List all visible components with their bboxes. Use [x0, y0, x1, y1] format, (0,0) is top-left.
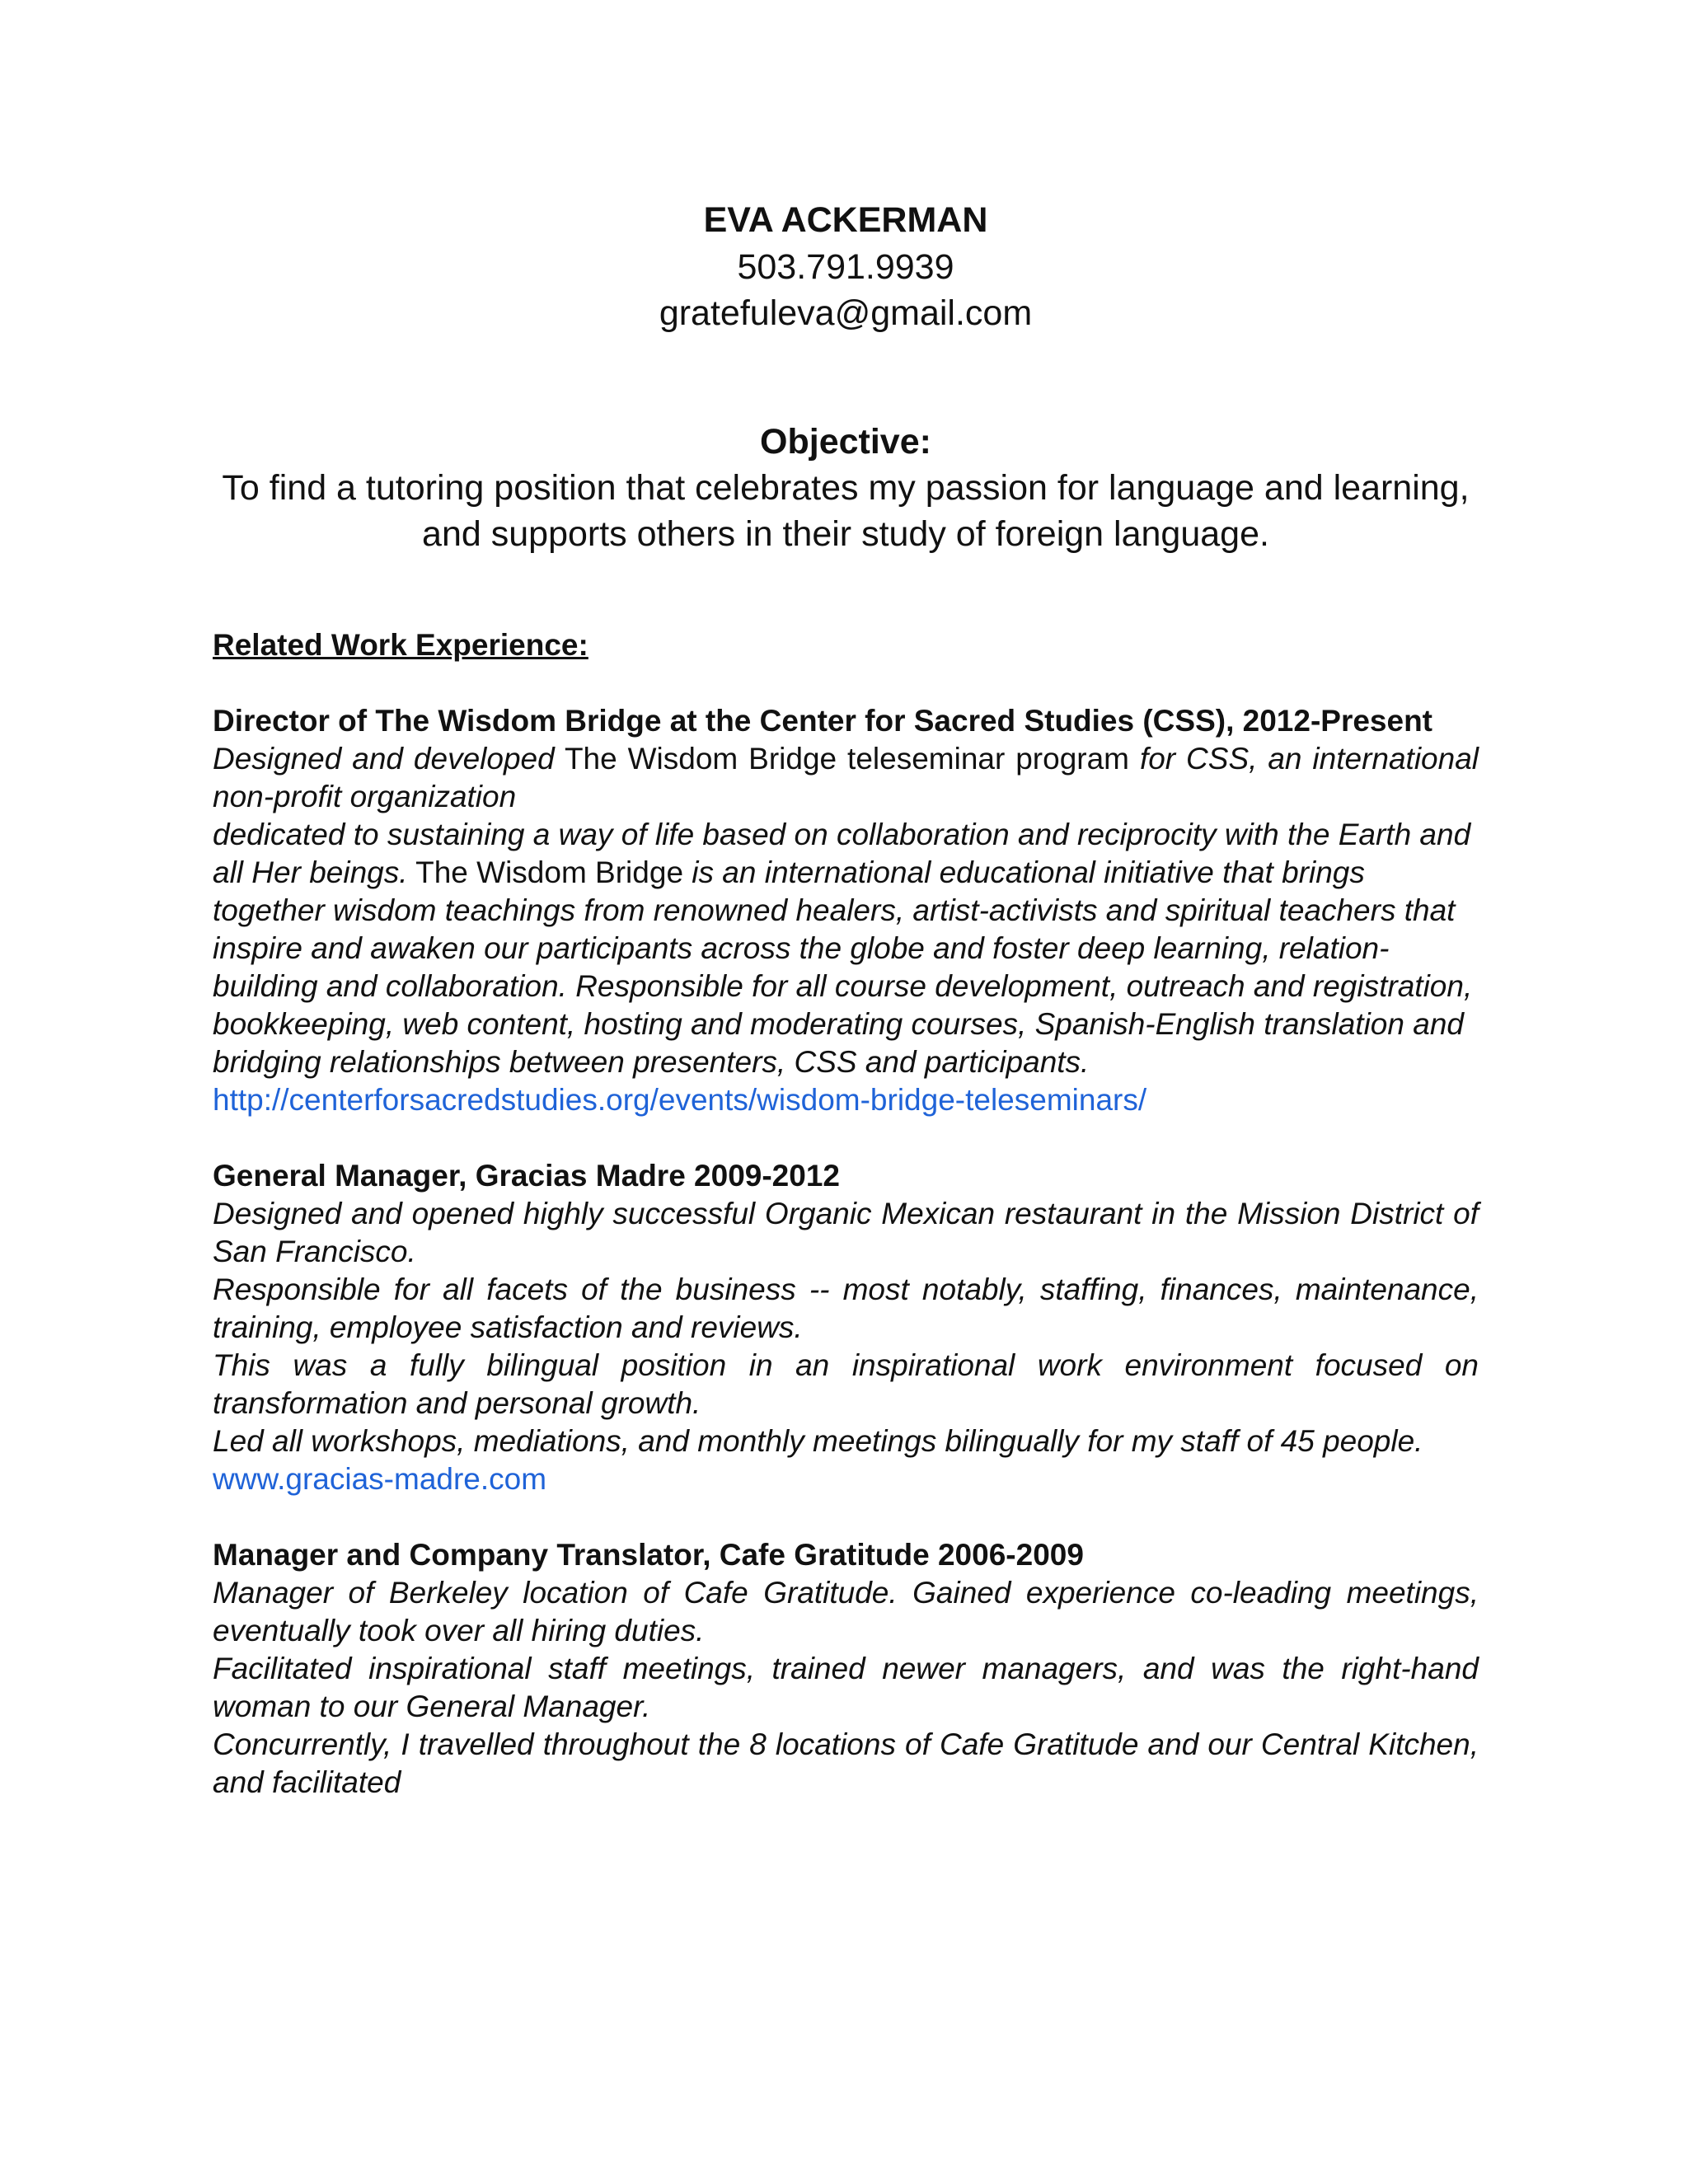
- job-entry-cafe-gratitude: [213, 1536, 1479, 1802]
- desc-fragment: The Wisdom Bridge: [407, 855, 692, 889]
- job-description: Concurrently, I travelled throughout the 8 locations of Cafe Gratitude and our Central Kitchen, and facilitated: [213, 1727, 1479, 1799]
- candidate-name: EVA ACKERMAN: [703, 200, 988, 240]
- job-description: Manager of Berkeley location of Cafe Gratitude. Gained experience co-leading meetings, eventually took over all hiring duties.: [213, 1576, 1479, 1647]
- job-title: General Manager, Gracias Madre 2009-2012: [213, 1159, 840, 1193]
- job-description: [213, 740, 1479, 816]
- objective-section: [213, 419, 1479, 557]
- job-title: Director of The Wisdom Bridge at the Center for Sacred Studies (CSS), 2012-Present: [213, 704, 1432, 738]
- objective-heading: Objective:: [760, 422, 931, 462]
- objective-line-1: To find a tutoring position that celebrates my passion for language and learning,: [222, 468, 1470, 508]
- desc-fragment: for CSS, an international non-profit organization: [213, 742, 1479, 813]
- job-description: Designed and opened highly successful Organic Mexican restaurant in the Mission District of San Francisco.: [213, 1197, 1479, 1268]
- objective-line-2: and supports others in their study of foreign language.: [422, 514, 1269, 554]
- desc-fragment: dedicated to sustaining a way of life based on collaboration and reciprocity with the Earth and all Her beings.: [213, 818, 1471, 889]
- desc-fragment: Designed and developed: [213, 742, 555, 776]
- desc-fragment: is an international educational initiative that brings together wisdom teachings from renowned healers, artist-activists and spiritual teachers that inspire and awaken our participants across the globe and foster deep learning, relation-building and collaboration. Responsible for all course development, outreach and registration, bookkeeping, web content, hosting and moderating courses, Spanish-English translation and bridging relationships between presenters, CSS and participants.: [213, 855, 1473, 1079]
- email-address: gratefuleva@gmail.com: [659, 293, 1033, 333]
- desc-fragment: The Wisdom Bridge teleseminar program: [554, 742, 1140, 776]
- job-entry-gracias-madre: [213, 1157, 1479, 1498]
- resume-header: [213, 196, 1479, 336]
- job-description: Led all workshops, mediations, and monthly meetings bilingually for my staff of 45 people.: [213, 1424, 1423, 1458]
- job-entry-wisdom-bridge: [213, 702, 1479, 1119]
- job-description: This was a fully bilingual position in an inspirational work environment focused on transformation and personal growth.: [213, 1348, 1479, 1420]
- wisdom-bridge-link[interactable]: http://centerforsacredstudies.org/events/wisdom-bridge-teleseminars/: [213, 1083, 1147, 1117]
- phone-number: 503.791.9939: [737, 247, 954, 287]
- experience-heading: Related Work Experience:: [213, 628, 588, 662]
- job-title: Manager and Company Translator, Cafe Gratitude 2006-2009: [213, 1538, 1084, 1572]
- gracias-madre-link[interactable]: www.gracias-madre.com: [213, 1462, 547, 1496]
- job-description: [213, 816, 1479, 1081]
- job-description: Facilitated inspirational staff meetings, trained newer managers, and was the right-hand woman to our General Manager.: [213, 1652, 1479, 1723]
- resume-page: [213, 196, 1479, 1802]
- job-description: Responsible for all facets of the business -- most notably, staffing, finances, maintenance, training, employee satisfaction and reviews.: [213, 1272, 1479, 1344]
